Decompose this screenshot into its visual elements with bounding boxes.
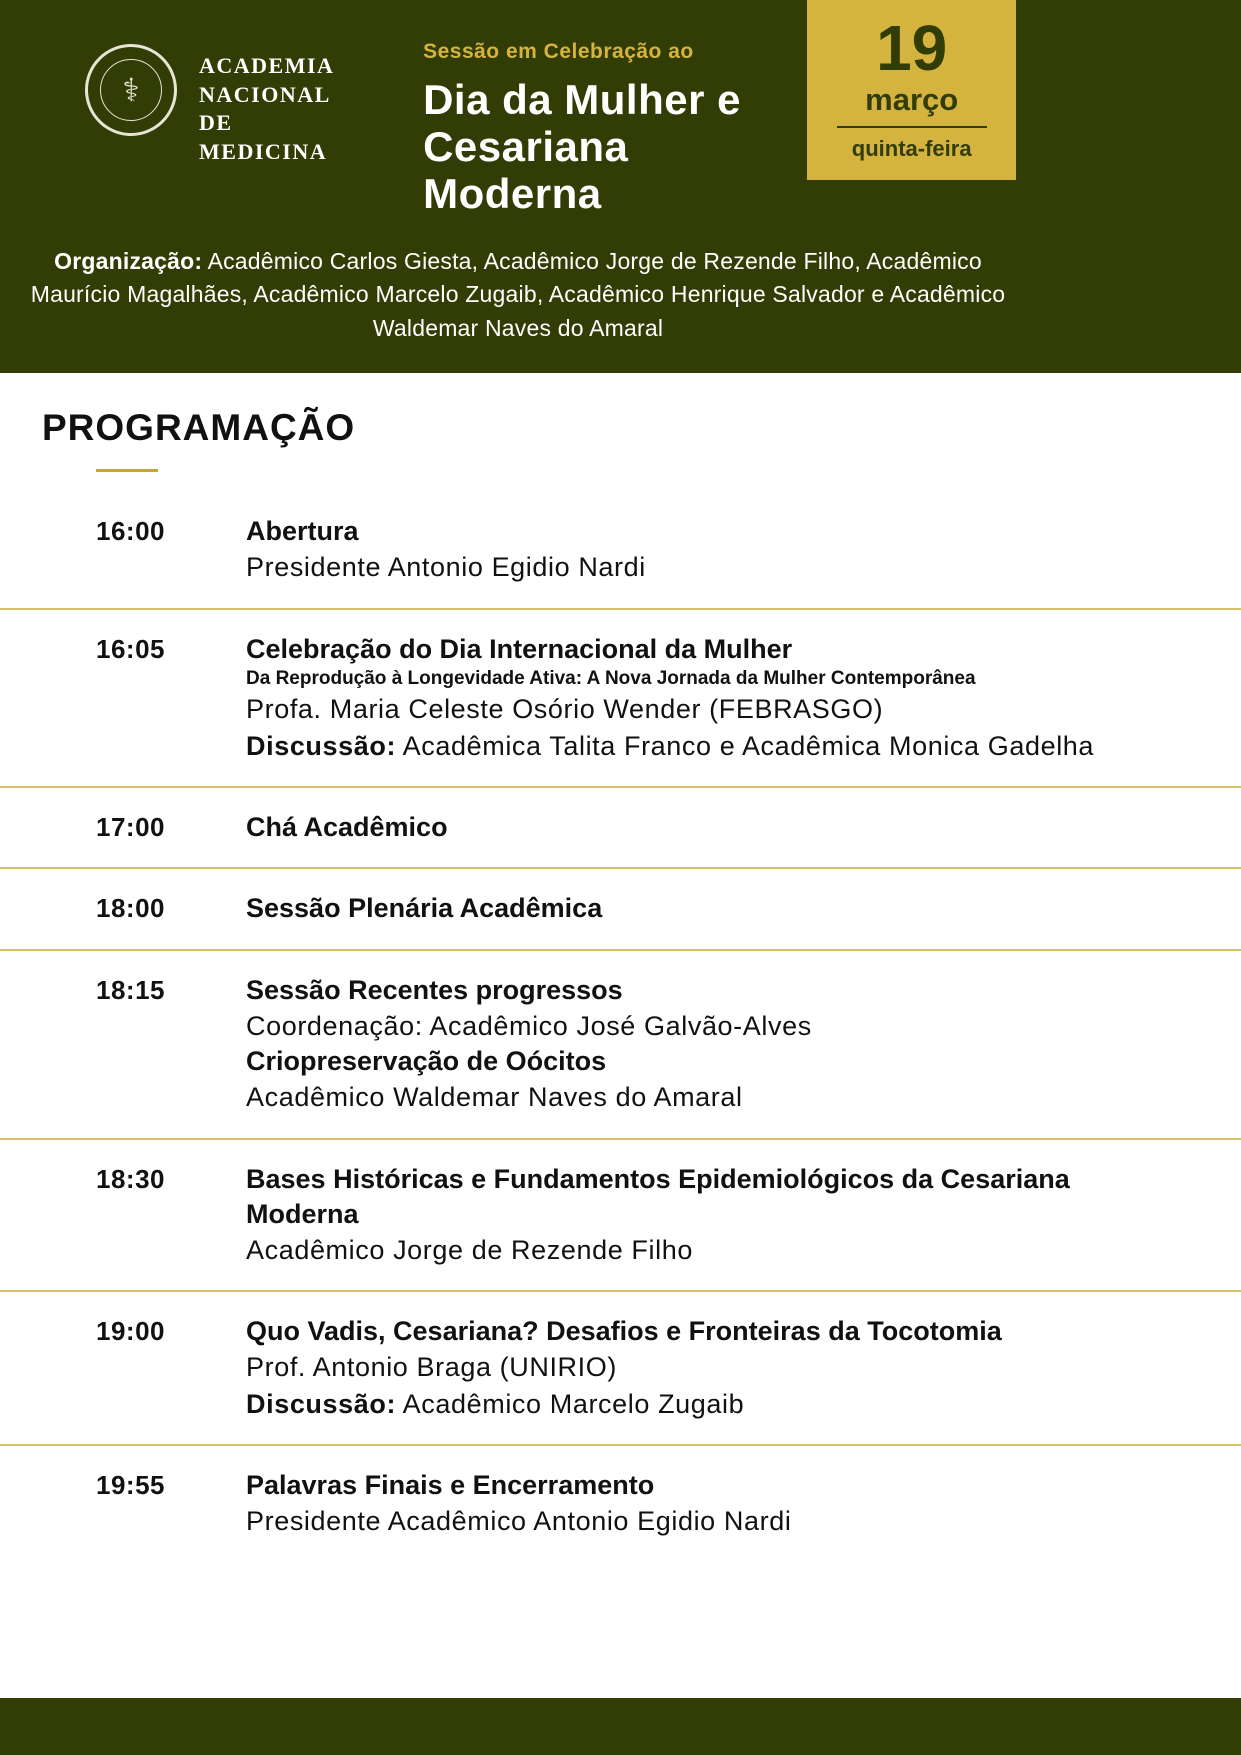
session-kicker: Sessão em Celebração ao [423, 40, 694, 63]
schedule-line: Criopreservação de Oócitos [246, 1046, 607, 1077]
academy-name [199, 52, 365, 166]
academy-name-line3: MEDICINA [199, 138, 328, 164]
date-divider [837, 126, 987, 128]
schedule-line: Prof. Antonio Braga (UNIRIO) [246, 1352, 617, 1383]
event-title-block [423, 40, 807, 217]
program-heading: PROGRAMAÇÃO [42, 407, 356, 449]
schedule-content [246, 514, 1181, 586]
date-badge [807, 0, 1016, 180]
schedule-line: Coordenação: Acadêmico José Galvão-Alves [246, 1010, 812, 1041]
schedule-line: Sessão Plenária Acadêmica [246, 893, 603, 924]
schedule-line: Profa. Maria Celeste Osório Wender (FEBRASGO) [246, 694, 884, 725]
line-label: Discussão: [246, 730, 397, 761]
academy-name-line1: ACADEMIA [199, 53, 335, 78]
schedule-content [246, 1162, 1181, 1269]
schedule-item-1700 [0, 788, 1241, 867]
academy-seal-icon [85, 44, 177, 136]
caduceus-icon: ⚕ [100, 59, 162, 121]
date-weekday: quinta-feira [851, 136, 972, 161]
schedule-line: Acadêmico Waldemar Naves do Amaral [246, 1082, 743, 1113]
schedule-item-1605 [0, 610, 1241, 787]
schedule-time: 16:00 [96, 516, 165, 547]
event-title-line1: Dia da Mulher e [423, 76, 741, 123]
schedule-item-1815 [0, 951, 1241, 1138]
schedule-line: Celebração do Dia Internacional da Mulher [246, 633, 793, 664]
organization-note [18, 245, 1018, 345]
schedule-line: Chá Acadêmico [246, 812, 448, 843]
schedule-content [246, 632, 1181, 765]
schedule-line: Bases Históricas e Fundamentos Epidemiológicos da Cesariana Moderna [246, 1163, 1070, 1229]
footer-band [0, 1698, 1241, 1755]
header-top-row [0, 12, 1241, 218]
schedule [0, 492, 1241, 1562]
schedule-time: 19:00 [96, 1316, 165, 1347]
schedule-line: Sessão Recentes progressos [246, 974, 623, 1005]
schedule-time: 19:55 [96, 1470, 165, 1501]
schedule-item-1800 [0, 869, 1241, 948]
heading-underline [96, 469, 158, 472]
header-banner [0, 0, 1241, 373]
organization-names: Acadêmico Carlos Giesta, Acadêmico Jorge de Rezende Filho, Acadêmico Maurício Magalhães, Acadêmico Marcelo Zugaib, Acadêmico Henrique Salvador e Acadêmico Waldemar Naves do Amaral [30, 248, 1006, 341]
event-title-line2: Cesariana Moderna [423, 123, 629, 218]
date-day: 19 [876, 12, 948, 84]
organization-label: Organização: [54, 248, 203, 275]
schedule-line: Abertura [246, 516, 359, 547]
schedule-content [246, 1314, 1181, 1422]
line-label: Discussão: [246, 1388, 397, 1419]
schedule-item-1830 [0, 1140, 1241, 1291]
schedule-line: Quo Vadis, Cesariana? Desafios e Fronteiras da Tocotomia [246, 1316, 1002, 1347]
schedule-content [246, 1468, 1181, 1540]
event-title [423, 76, 807, 217]
schedule-time: 18:30 [96, 1163, 165, 1194]
schedule-time: 17:00 [96, 812, 165, 843]
schedule-content [246, 810, 1181, 845]
schedule-item-1900 [0, 1292, 1241, 1444]
schedule-item-1600 [0, 492, 1241, 608]
schedule-time: 18:15 [96, 974, 165, 1005]
date-month: março [865, 82, 959, 117]
schedule-time: 16:05 [96, 633, 165, 664]
schedule-content [246, 891, 1181, 926]
schedule-line: Discussão: Acadêmico Marcelo Zugaib [246, 1388, 745, 1419]
schedule-line: Discussão: Acadêmica Talita Franco e Acadêmica Monica Gadelha [246, 730, 1095, 761]
schedule-line: Presidente Antonio Egidio Nardi [246, 552, 646, 583]
schedule-line: Presidente Acadêmico Antonio Egidio Nardi [246, 1506, 792, 1537]
schedule-time: 18:00 [96, 893, 165, 924]
schedule-line: Acadêmico Jorge de Rezende Filho [246, 1234, 693, 1265]
academy-name-line2: NACIONAL DE [199, 81, 330, 136]
schedule-item-1955 [0, 1446, 1241, 1562]
schedule-content [246, 973, 1181, 1116]
schedule-line: Da Reprodução à Longevidade Ativa: A Nova Jornada da Mulher Contemporânea [246, 667, 976, 689]
schedule-line: Palavras Finais e Encerramento [246, 1470, 655, 1501]
